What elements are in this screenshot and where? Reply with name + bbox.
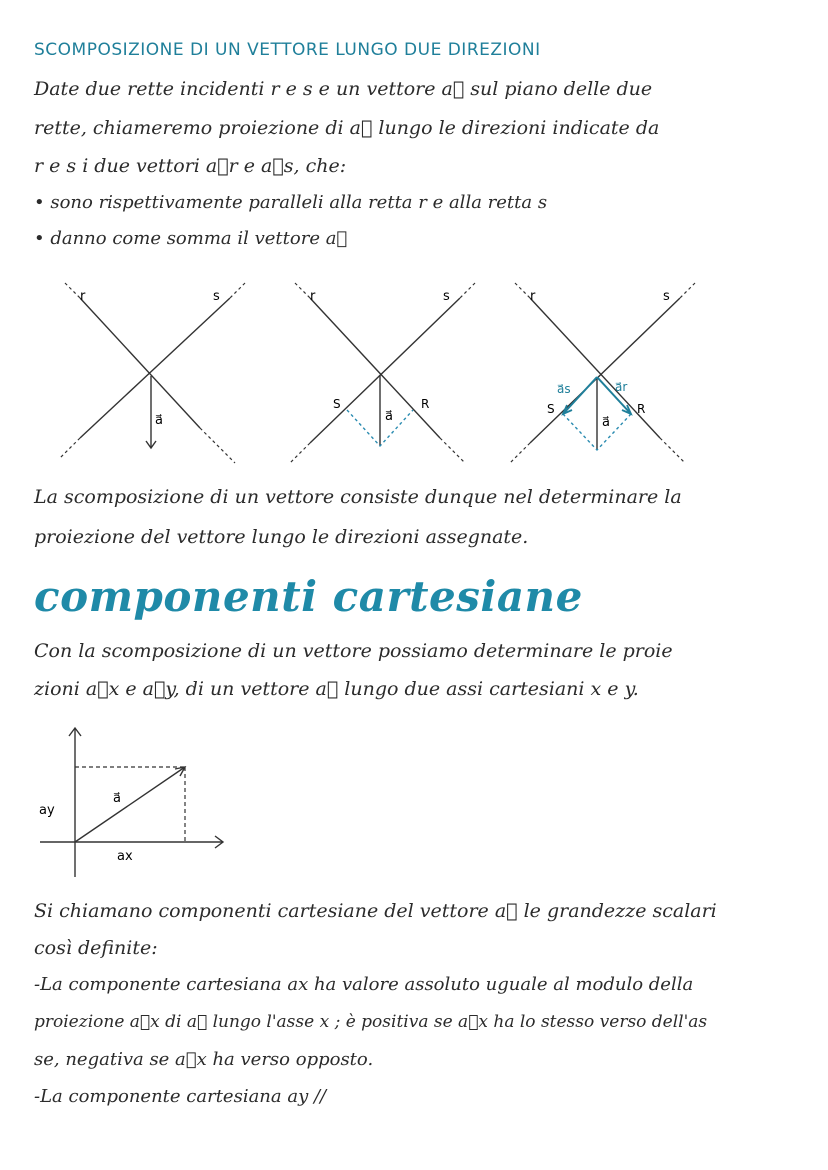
bullet-item: • sono rispettivamente paralleli alla retta r e alla retta s bbox=[34, 192, 548, 213]
section-heading-cartesian: componenti cartesiane bbox=[34, 572, 583, 621]
label-ax: ax bbox=[117, 849, 133, 864]
text-line: così definite: bbox=[34, 937, 158, 959]
label-r: r bbox=[310, 289, 316, 304]
diagram-components bbox=[505, 278, 705, 478]
text-line: -La componente cartesiana ax ha valore assoluto uguale al modulo della bbox=[34, 974, 694, 995]
text-line: La scomposizione di un vettore consiste dunque nel determinare la bbox=[34, 486, 682, 508]
label-vector-ar: a⃗r bbox=[615, 380, 628, 394]
label-s: s bbox=[443, 289, 450, 304]
text-line: se, negativa se a⃗x ha verso opposto. bbox=[34, 1049, 374, 1070]
cartesian-graph bbox=[35, 722, 255, 892]
section-heading-decomposition: SCOMPOSIZIONE DI UN VETTORE LUNGO DUE DIREZIONI bbox=[34, 40, 541, 60]
label-vector-a: a⃗ bbox=[385, 409, 393, 424]
label-point-R: R bbox=[637, 402, 646, 416]
text-line: Date due rette incidenti r e s e un vettore a⃗ sul piano delle due bbox=[34, 78, 653, 100]
text-line: proiezione a⃗x di a⃗ lungo l'asse x ; è positiva se a⃗x ha lo stesso verso dell'as bbox=[34, 1012, 708, 1032]
text-line: Si chiamano componenti cartesiane del vettore a⃗ le grandezze scalari bbox=[34, 900, 717, 922]
text-line: zioni a⃗x e a⃗y, di un vettore a⃗ lungo due assi cartesiani x e y. bbox=[34, 678, 639, 700]
label-s: s bbox=[663, 289, 670, 304]
label-s: s bbox=[213, 289, 220, 304]
bullet-item: • danno come somma il vettore a⃗ bbox=[34, 228, 348, 249]
diagram-projection bbox=[285, 278, 485, 478]
text-line: -La componente cartesiana ay // bbox=[34, 1086, 327, 1107]
diagram-lines-only bbox=[55, 278, 255, 478]
label-ay: ay bbox=[39, 803, 55, 818]
label-vector-a: a⃗ bbox=[113, 791, 121, 806]
label-vector-a: a⃗ bbox=[155, 413, 163, 428]
label-vector-a: a⃗ bbox=[602, 415, 610, 430]
label-r: r bbox=[530, 289, 536, 304]
text-line: proiezione del vettore lungo le direzioni assegnate. bbox=[34, 526, 529, 548]
text-line: r e s i due vettori a⃗r e a⃗s, che: bbox=[34, 155, 347, 177]
label-point-R: R bbox=[421, 397, 430, 411]
label-point-S: S bbox=[547, 402, 555, 416]
label-point-S: S bbox=[333, 397, 341, 411]
label-r: r bbox=[80, 289, 86, 304]
text-line: Con la scomposizione di un vettore possiamo determinare le proie bbox=[34, 640, 673, 662]
text-line: rette, chiameremo proiezione di a⃗ lungo le direzioni indicate da bbox=[34, 117, 660, 139]
label-vector-as: a⃗s bbox=[557, 382, 571, 396]
